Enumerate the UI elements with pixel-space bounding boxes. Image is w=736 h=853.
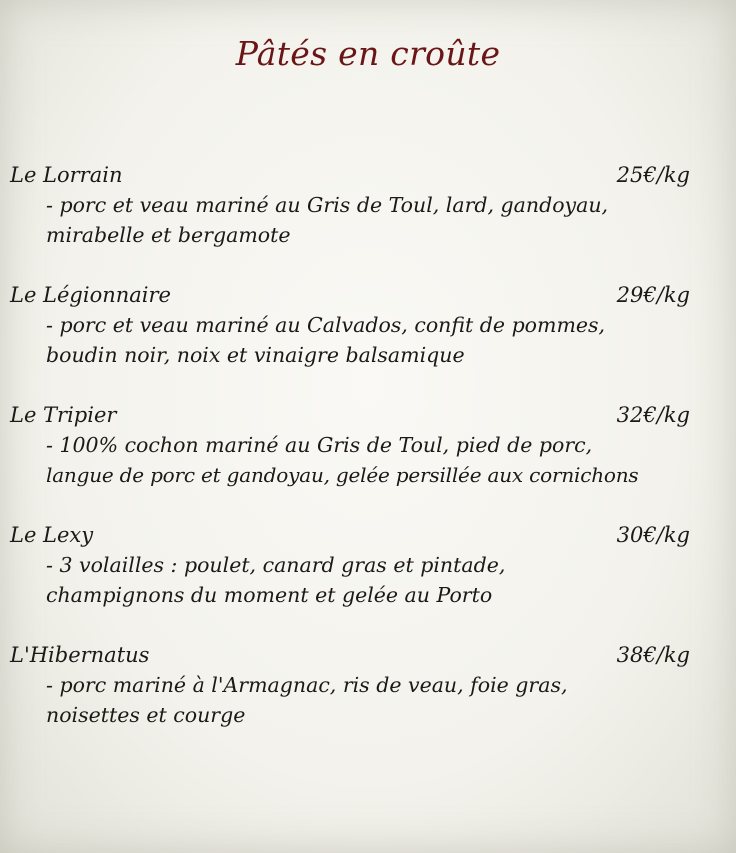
item-price: 32€/kg (616, 403, 690, 427)
item-price: 29€/kg (616, 283, 690, 307)
item-description-line-2: mirabelle et bergamote (46, 223, 291, 247)
menu-item-lorrain (10, 160, 690, 250)
item-name: Le Lorrain (10, 163, 123, 187)
item-description-line-1: - 3 volailles : poulet, canard gras et pintade, (46, 553, 506, 577)
item-description-line-1: - 100% cochon mariné au Gris de Toul, pied de porc, (46, 433, 593, 457)
item-description-line-1: - porc et veau mariné au Gris de Toul, lard, gandoyau, (46, 193, 609, 217)
item-price: 38€/kg (616, 643, 690, 667)
item-name: Le Lexy (10, 523, 94, 547)
item-description-line-1: - porc mariné à l'Armagnac, ris de veau, foie gras, (46, 673, 568, 697)
item-description-line-1: - porc et veau mariné au Calvados, confit de pommes, (46, 313, 606, 337)
menu-item-lexy (10, 520, 690, 610)
item-price: 30€/kg (616, 523, 690, 547)
menu-title: Pâtés en croûte (235, 34, 501, 73)
item-description-line-2: champignons du moment et gelée au Porto (46, 583, 493, 607)
item-description-line-2: langue de porc et gandoyau, gelée persillée aux cornichons (46, 463, 639, 487)
item-name: Le Tripier (10, 403, 117, 427)
item-price: 25€/kg (616, 163, 690, 187)
menu-item-tripier (10, 400, 690, 490)
item-description-line-2: noisettes et courge (46, 703, 246, 727)
menu-item-legionnaire (10, 280, 690, 370)
item-name: Le Légionnaire (10, 283, 171, 307)
item-description-line-2: boudin noir, noix et vinaigre balsamique (46, 343, 465, 367)
item-name: L'Hibernatus (10, 643, 150, 667)
menu-item-hibernatus (10, 640, 690, 730)
